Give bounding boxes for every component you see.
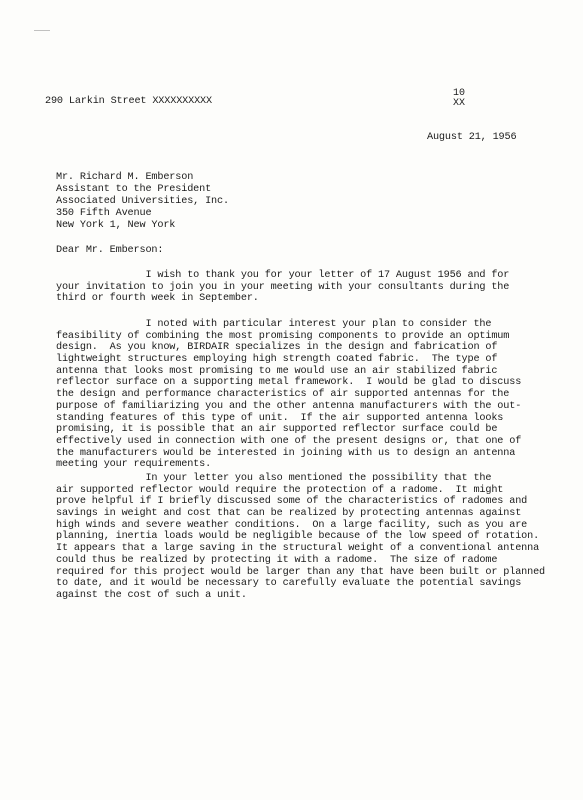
sender-address: 290 Larkin Street XXXXXXXXXX [45, 96, 212, 107]
page-number [452, 89, 466, 109]
paragraph-line: air supported reflector would require the protection of a radome. It might [56, 484, 504, 496]
paragraph-line: third or fourth week in September. [56, 293, 259, 305]
paragraph-3 [56, 474, 556, 603]
paragraph-line: I noted with particular interest your plan to consider the [56, 319, 492, 330]
paragraph-line: the design and performance characteristics of air supported antennas for the [56, 389, 510, 401]
recipient-street: 350 Fifth Avenue [56, 208, 152, 219]
paragraph-line: design. As you know, BIRDAIR specializes in the design and fabrication of [56, 342, 498, 354]
page-number-value: 10 [452, 88, 465, 99]
letter-date: August 21, 1956 [427, 132, 517, 143]
paragraph-line: high winds and severe weather conditions. On a large facility, such as you are [56, 519, 528, 531]
paragraph-line: promising, it is possible that an air supported reflector surface could be [56, 424, 498, 436]
page-number-struck: XX [452, 98, 465, 109]
paragraph-line: the manufacturers would be interested in joining with us to design an antenna [56, 447, 516, 459]
paragraph-line: against the cost of such a unit. [56, 589, 247, 601]
paragraph-line: effectively used in connection with one of the present designs or, that one of [56, 435, 522, 447]
paragraph-line: your invitation to join you in your meeting with your consultants during the [56, 281, 510, 293]
paragraph-line: standing features of this type of unit. If the air supported antenna looks [56, 412, 504, 424]
paragraph-line: planning, inertia loads would be negligible because of the low speed of rotation. [56, 531, 540, 543]
paragraph-line: I wish to thank you for your letter of 17 August 1956 and for [56, 270, 510, 281]
paragraph-line: feasibility of combining the most promising components to provide an optimum [56, 330, 510, 342]
paragraph-line: savings in weight and cost that can be realized by protecting antennas against [56, 508, 522, 520]
salutation: Dear Mr. Emberson: [56, 245, 164, 256]
recipient-city: New York 1, New York [56, 220, 176, 231]
paragraph-line: lightweight structures employing high strength coated fabric. The type of [56, 354, 498, 366]
paragraph-line: could thus be realized by protecting it with a radome. The size of radome [56, 554, 498, 566]
recipient-organization: Associated Universities, Inc. [56, 196, 229, 207]
paragraph-1 [56, 271, 556, 306]
recipient-title: Assistant to the President [56, 184, 212, 195]
paragraph-line: It appears that a large saving in the structural weight of a conventional antenna [56, 543, 540, 555]
paragraph-line: to date, and it would be necessary to carefully evaluate the potential savings [56, 578, 522, 590]
scan-mark [34, 30, 50, 31]
paragraph-line: required for this project would be larger than any that have been built or planned [56, 566, 546, 578]
recipient-name: Mr. Richard M. Emberson [56, 172, 194, 183]
paragraph-line: purpose of familiarizing you and the other antenna manufacturers with the out- [56, 400, 522, 412]
paragraph-2 [56, 320, 556, 472]
paragraph-line: antenna that looks most promising to me would use an air stabilized fabric [56, 365, 498, 377]
paragraph-line: meeting your requirements. [56, 459, 212, 471]
paragraph-line: reflector surface on a supporting metal framework. I would be glad to discuss [56, 377, 522, 389]
paragraph-line: prove helpful if I briefly discussed some of the characteristics of radomes and [56, 496, 528, 508]
paragraph-line: In your letter you also mentioned the possibility that the [56, 473, 492, 484]
